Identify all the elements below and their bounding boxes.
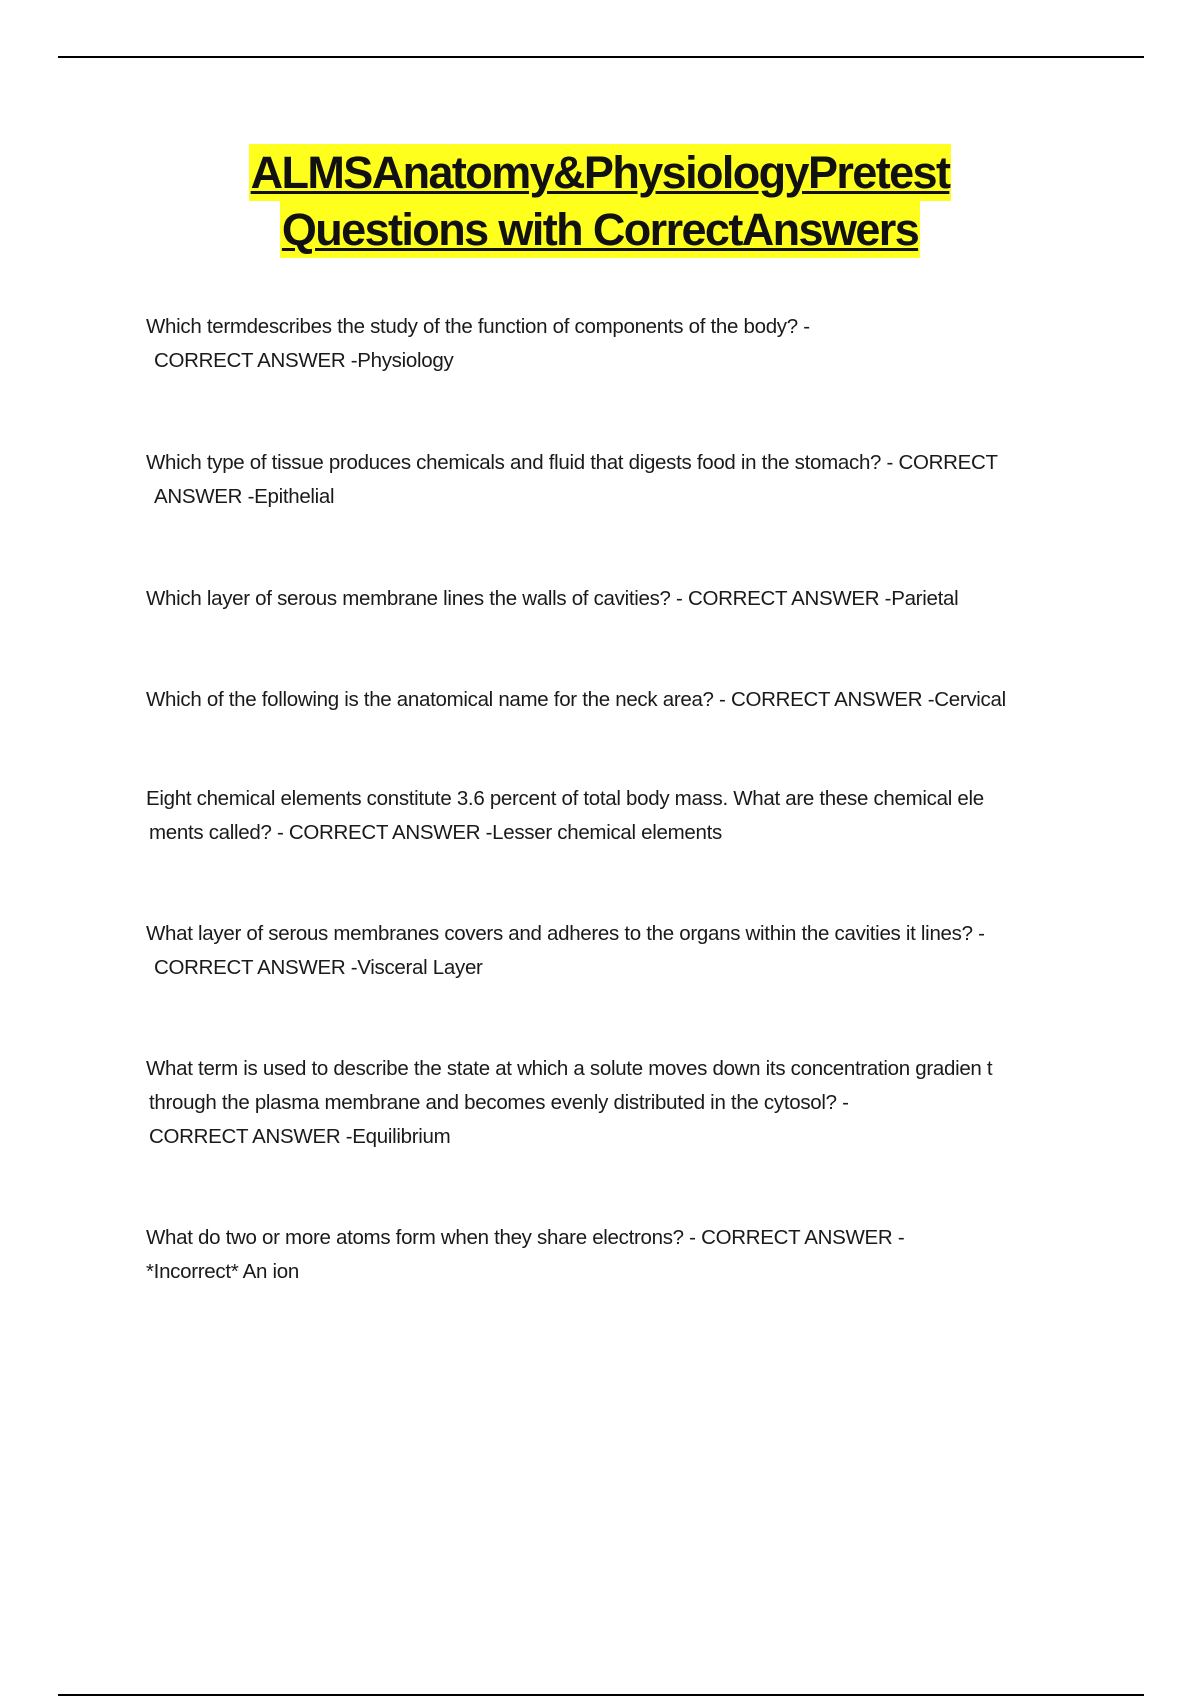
answer-text: CORRECT ANSWER -Equilibrium: [149, 1125, 451, 1148]
qa-item: [146, 1221, 1076, 1289]
qa-item: [146, 917, 1076, 985]
question-text: What do two or more atoms form when they share electrons? - CORRECT ANSWER -: [146, 1226, 905, 1249]
answer-text: ANSWER -Epithelial: [154, 485, 335, 508]
qa-item: [146, 446, 1076, 514]
header-rule: [58, 56, 1144, 58]
question-text: Which of the following is the anatomical name for the neck area? - CORRECT ANSWER -Cervical: [146, 688, 1006, 711]
title-line-1: ALMSAnatomy&PhysiologyPretest: [249, 144, 952, 201]
question-text: What term is used to describe the state at which a solute moves down its concentration gradien t: [146, 1057, 993, 1080]
question-text: What layer of serous membranes covers and adheres to the organs within the cavities it lines? -: [146, 922, 985, 945]
answer-text: ments called? - CORRECT ANSWER -Lesser chemical elements: [149, 821, 722, 844]
footer-rule: [58, 1694, 1144, 1696]
qa-item: [146, 310, 1076, 378]
question-text: Which layer of serous membrane lines the walls of cavities? - CORRECT ANSWER -Parietal: [146, 587, 959, 610]
qa-item: [146, 683, 1076, 717]
question-text: Which termdescribes the study of the function of components of the body? -: [146, 315, 810, 338]
answer-text: *Incorrect* An ion: [146, 1260, 299, 1283]
question-text: Which type of tissue produces chemicals and fluid that digests food in the stomach? - CORRECT: [146, 451, 998, 474]
answer-text: CORRECT ANSWER -Visceral Layer: [154, 956, 483, 979]
qa-item: [146, 582, 1076, 616]
question-text-continued: through the plasma membrane and becomes evenly distributed in the cytosol? -: [149, 1091, 849, 1114]
question-text: Eight chemical elements constitute 3.6 percent of total body mass. What are these chemical ele: [146, 787, 984, 810]
title-line-2: Questions with CorrectAnswers: [280, 201, 920, 258]
qa-item: [146, 1052, 1076, 1154]
qa-item: [146, 782, 1076, 850]
document-title: [0, 144, 1200, 258]
answer-text: CORRECT ANSWER -Physiology: [154, 349, 454, 372]
